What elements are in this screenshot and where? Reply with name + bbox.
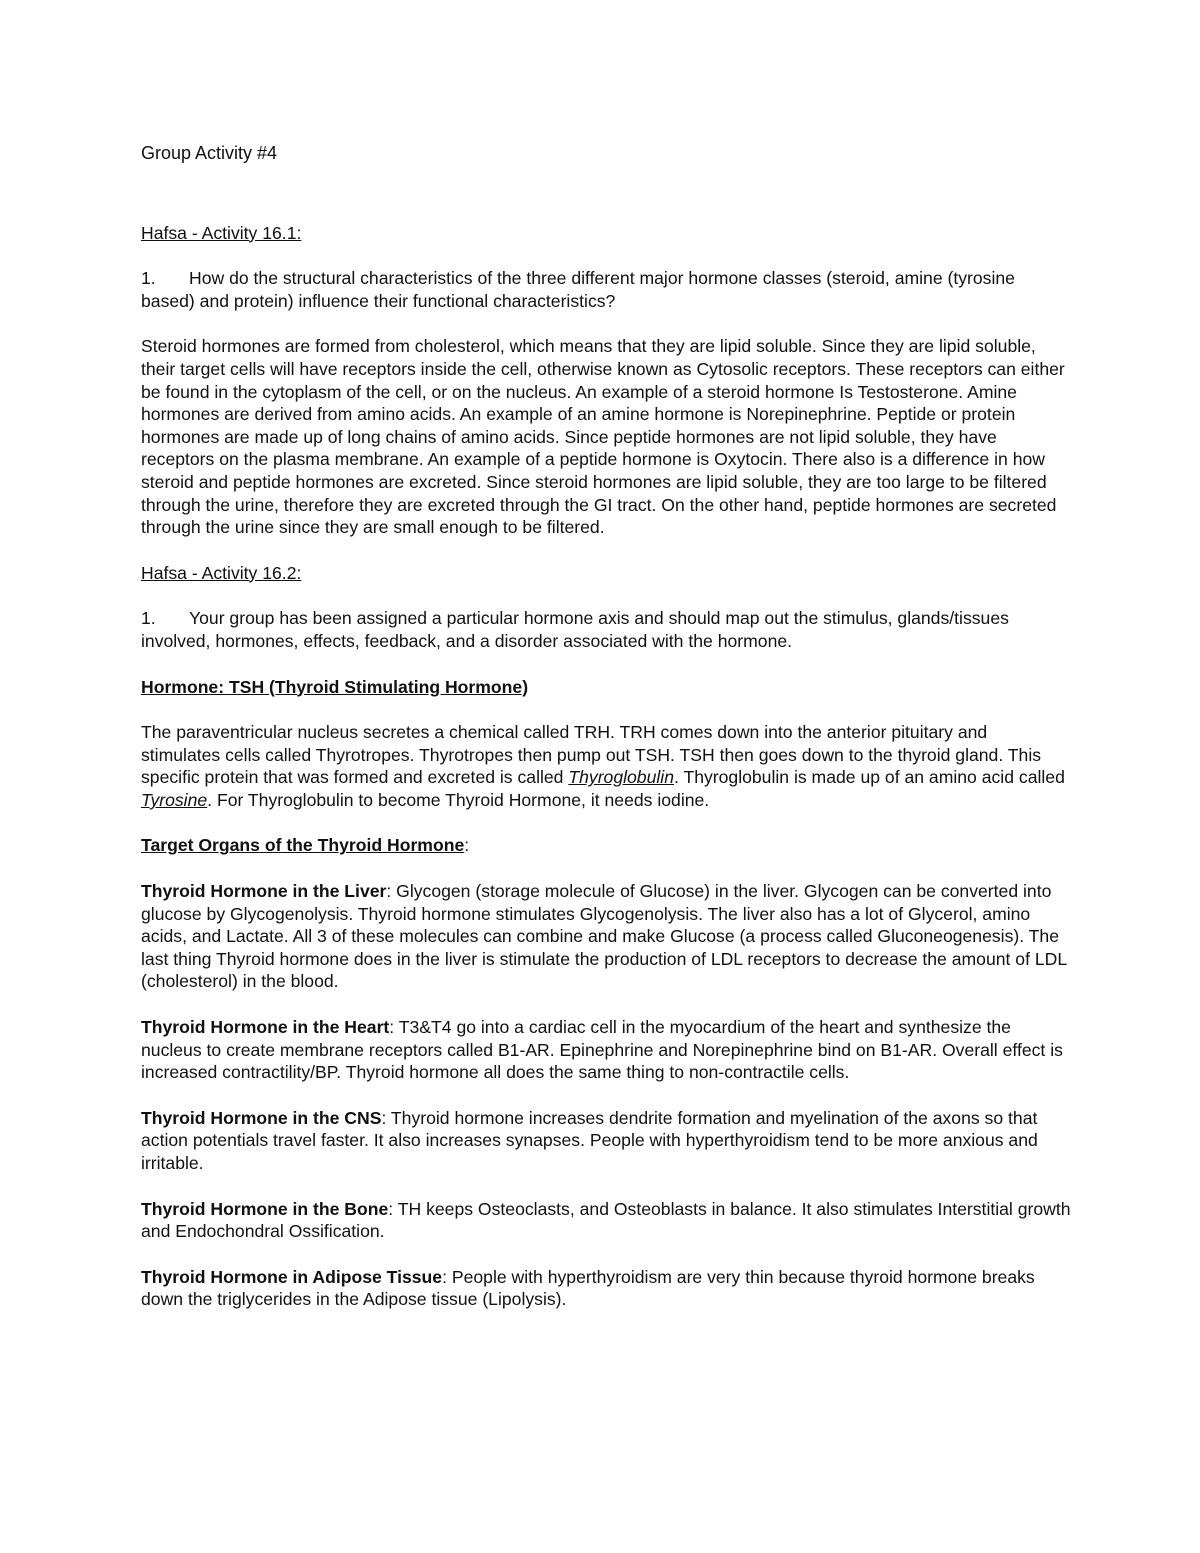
- organ-adipose: Thyroid Hormone in Adipose Tissue: People with hyperthyroidism are very thin because thyroid hormone breaks down the triglycerides in the Adipose tissue (Lipolysis).: [141, 1266, 1035, 1310]
- section-heading-162: Hafsa - Activity 16.2:: [141, 562, 302, 583]
- tsh-paragraph: The paraventricular nucleus secretes a chemical called TRH. TRH comes down into the anterior pituitary and stimulates cells called Thyrotropes. Thyrotropes then pump out TSH. TSH then goes down to the thyroid gland. This specific protein that was formed and excreted is called Thyroglobulin. Thyroglobulin is made up of an amino acid called Tyrosine. For Thyroglobulin to become Thyroid Hormone, it needs iodine.: [141, 722, 1065, 810]
- organ-liver: Thyroid Hormone in the Liver: Glycogen (storage molecule of Glucose) in the liver. Glycogen can be converted into glucose by Glycogenolysis. Thyroid hormone stimulates Glycogenolysis. The liver also has a lot of Glycerol, amino acids, and Lactate. All 3 of these molecules can combine and make Glucose (a process called Gluconeogenesis). The last thing Thyroid hormone does in the liver is stimulate the production of LDL receptors to decrease the amount of LDL (cholesterol) in the blood.: [141, 881, 1067, 992]
- organ-cns: Thyroid Hormone in the CNS: Thyroid hormone increases dendrite formation and myelination of the axons so that action potentials travel faster. It also increases synapses. People with hyperthyroidism tend to be more anxious and irritable.: [141, 1107, 1038, 1173]
- document-body: [141, 142, 1071, 1311]
- target-organs-heading: Target Organs of the Thyroid Hormone:: [141, 835, 470, 856]
- organ-bone: Thyroid Hormone in the Bone: TH keeps Osteoclasts, and Osteoblasts in balance. It also stimulates Interstitial growth and Endochondral Ossification.: [141, 1198, 1071, 1242]
- document-title: Group Activity #4: [141, 143, 278, 163]
- organ-heart: Thyroid Hormone in the Heart: T3&T4 go into a cardiac cell in the myocardium of the heart and synthesize the nucleus to create membrane receptors called B1-AR. Epinephrine and Norepinephrine bind on B1-AR. Overall effect is increased contractility/BP. Thyroid hormone all does the same thing to non-contractile cells.: [141, 1017, 1063, 1083]
- question-161: 1. How do the structural characteristics of the three different major hormone classes (steroid, amine (tyrosine based) and protein) influence their functional characteristics?: [141, 268, 1015, 311]
- hormone-heading: Hormone: TSH (Thyroid Stimulating Hormone): [141, 676, 529, 697]
- answer-161: Steroid hormones are formed from cholesterol, which means that they are lipid soluble. Since they are lipid soluble, their target cells will have receptors inside the cell, otherwise known as Cytosolic receptors. These receptors can either be found in the cytoplasm of the cell, or on the nucleus. An example of a steroid hormone Is Testosterone. Amine hormones are derived from amino acids. An example of an amine hormone is Norepinephrine. Peptide or protein hormones are made up of long chains of amino acids. Since peptide hormones are not lipid soluble, they have receptors on the plasma membrane. An example of a peptide hormone is Oxytocin. There also is a difference in how steroid and peptide hormones are excreted. Since steroid hormones are lipid soluble, they are too large to be filtered through the urine, therefore they are excreted through the GI tract. On the other hand, peptide hormones are secreted through the urine since they are small enough to be filtered.: [141, 336, 1065, 538]
- section-heading-161: Hafsa - Activity 16.1:: [141, 222, 302, 243]
- question-162: 1. Your group has been assigned a particular hormone axis and should map out the stimulus, glands/tissues involved, hormones, effects, feedback, and a disorder associated with the hormone.: [141, 608, 1009, 651]
